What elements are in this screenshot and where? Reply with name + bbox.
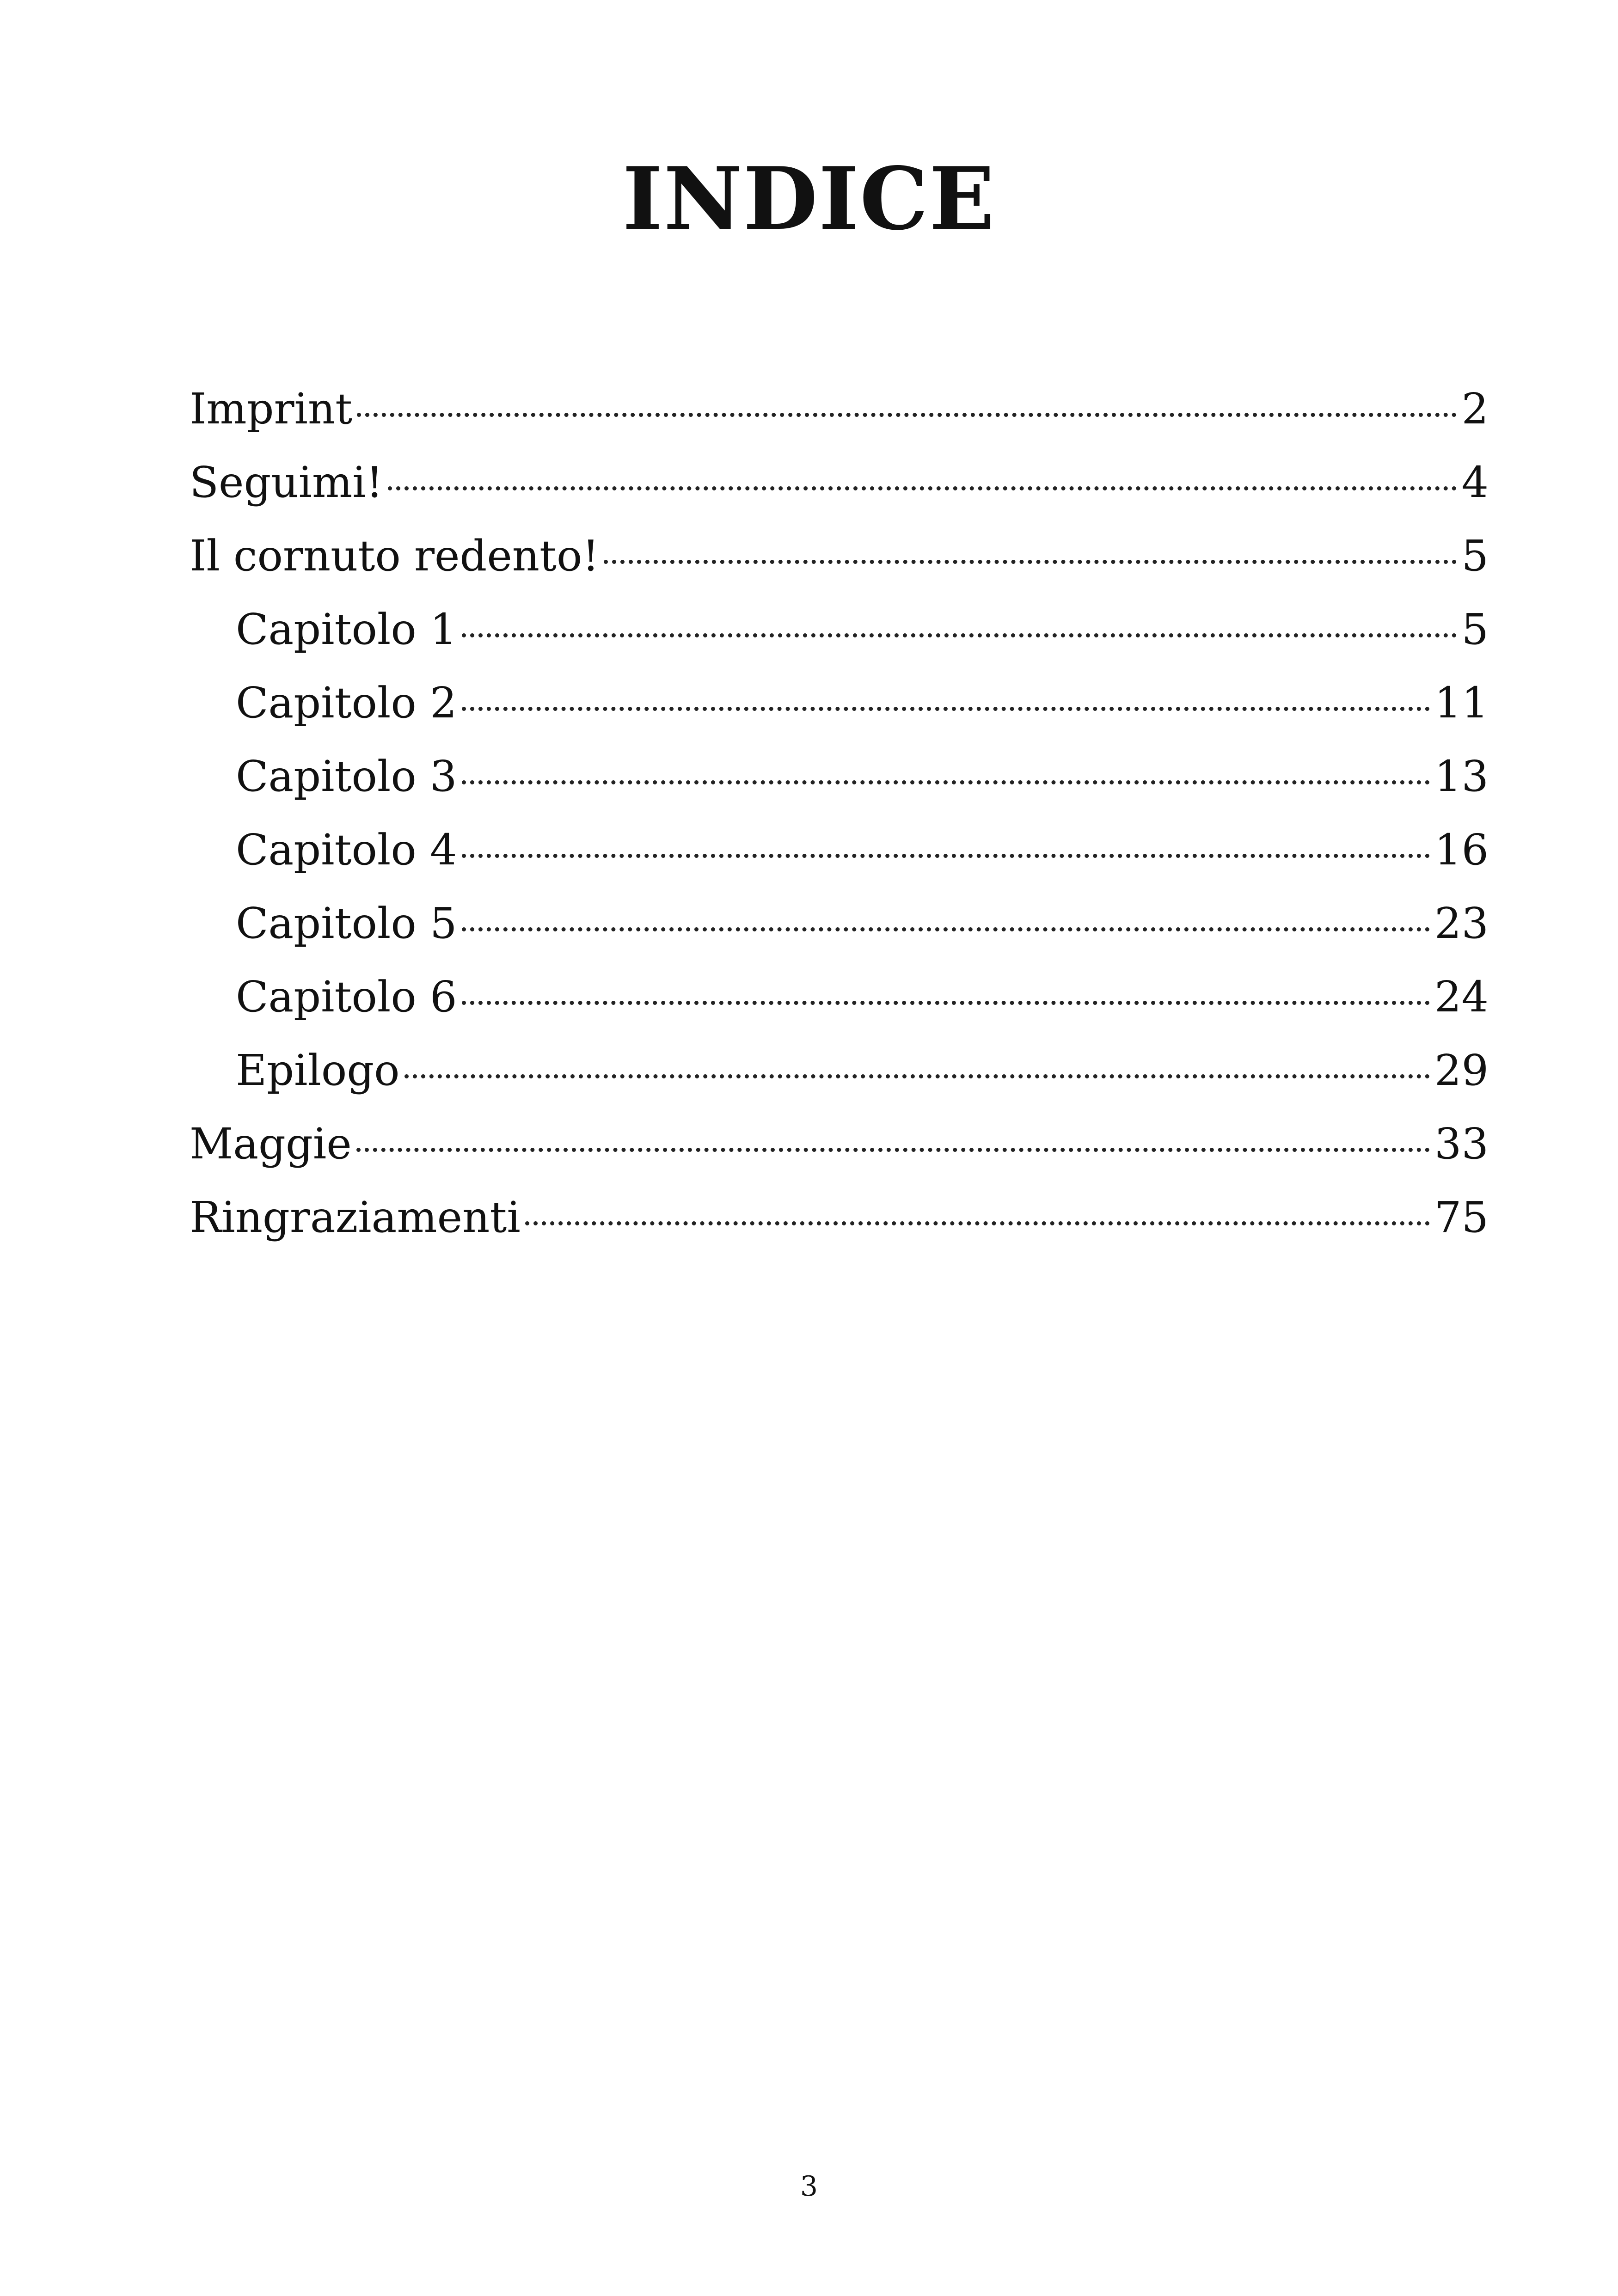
toc-entry-label: Imprint bbox=[190, 384, 353, 434]
toc-entry-label: Capitolo 2 bbox=[236, 678, 457, 728]
toc-entry-page: 13 bbox=[1434, 752, 1489, 801]
toc-dot-leader bbox=[462, 633, 1457, 637]
toc-dot-leader bbox=[462, 927, 1430, 931]
toc-dot-leader bbox=[462, 1001, 1430, 1005]
toc-entry-capitolo-5 bbox=[190, 887, 1489, 960]
toc-entry-capitolo-2 bbox=[190, 666, 1489, 740]
toc-entry-capitolo-4 bbox=[190, 813, 1489, 887]
toc-entry-label: Maggie bbox=[190, 1119, 352, 1169]
toc-entry-page: 4 bbox=[1461, 458, 1489, 507]
toc-entry-imprint bbox=[190, 372, 1489, 446]
page-title: INDICE bbox=[622, 148, 996, 249]
toc-dot-leader bbox=[356, 1148, 1430, 1152]
toc-entry-page: 33 bbox=[1434, 1119, 1489, 1169]
toc-entry-label: Capitolo 3 bbox=[236, 752, 457, 801]
toc-dot-leader bbox=[388, 486, 1457, 490]
toc-entry-capitolo-1 bbox=[190, 593, 1489, 666]
toc-dot-leader bbox=[462, 780, 1430, 784]
toc-entry-page: 16 bbox=[1434, 825, 1489, 875]
toc-entry-maggie bbox=[190, 1107, 1489, 1181]
toc-dot-leader bbox=[604, 560, 1457, 564]
toc-entry-capitolo-3 bbox=[190, 740, 1489, 813]
toc-entry-label: Epilogo bbox=[236, 1046, 400, 1095]
toc-entry-page: 23 bbox=[1434, 899, 1489, 948]
toc-entry-page: 29 bbox=[1434, 1046, 1489, 1095]
toc-entry-page: 11 bbox=[1434, 678, 1489, 728]
toc-entry-label: Capitolo 1 bbox=[236, 605, 457, 654]
page-number: 3 bbox=[800, 2170, 818, 2203]
toc-entry-label: Capitolo 6 bbox=[236, 972, 457, 1022]
toc-entry-label: Capitolo 5 bbox=[236, 899, 457, 948]
toc-dot-leader bbox=[525, 1221, 1430, 1225]
toc-entry-page: 5 bbox=[1461, 531, 1489, 581]
toc-entry-capitolo-6 bbox=[190, 960, 1489, 1034]
toc-entry-page: 75 bbox=[1434, 1193, 1489, 1242]
table-of-contents bbox=[190, 372, 1489, 1254]
toc-dot-leader bbox=[462, 707, 1430, 711]
toc-dot-leader bbox=[462, 854, 1430, 858]
toc-entry-epilogo bbox=[190, 1034, 1489, 1107]
toc-entry-page: 5 bbox=[1461, 605, 1489, 654]
toc-entry-label: Ringraziamenti bbox=[190, 1193, 521, 1242]
toc-entry-ringraziamenti bbox=[190, 1181, 1489, 1254]
toc-dot-leader bbox=[404, 1074, 1430, 1078]
toc-entry-label: Il cornuto redento! bbox=[190, 531, 600, 581]
toc-entry-il-cornuto-redento bbox=[190, 519, 1489, 593]
toc-entry-seguimi bbox=[190, 446, 1489, 519]
toc-dot-leader bbox=[357, 413, 1457, 417]
toc-entry-label: Seguimi! bbox=[190, 458, 383, 507]
toc-entry-label: Capitolo 4 bbox=[236, 825, 457, 875]
toc-entry-page: 2 bbox=[1461, 384, 1489, 434]
toc-entry-page: 24 bbox=[1434, 972, 1489, 1022]
